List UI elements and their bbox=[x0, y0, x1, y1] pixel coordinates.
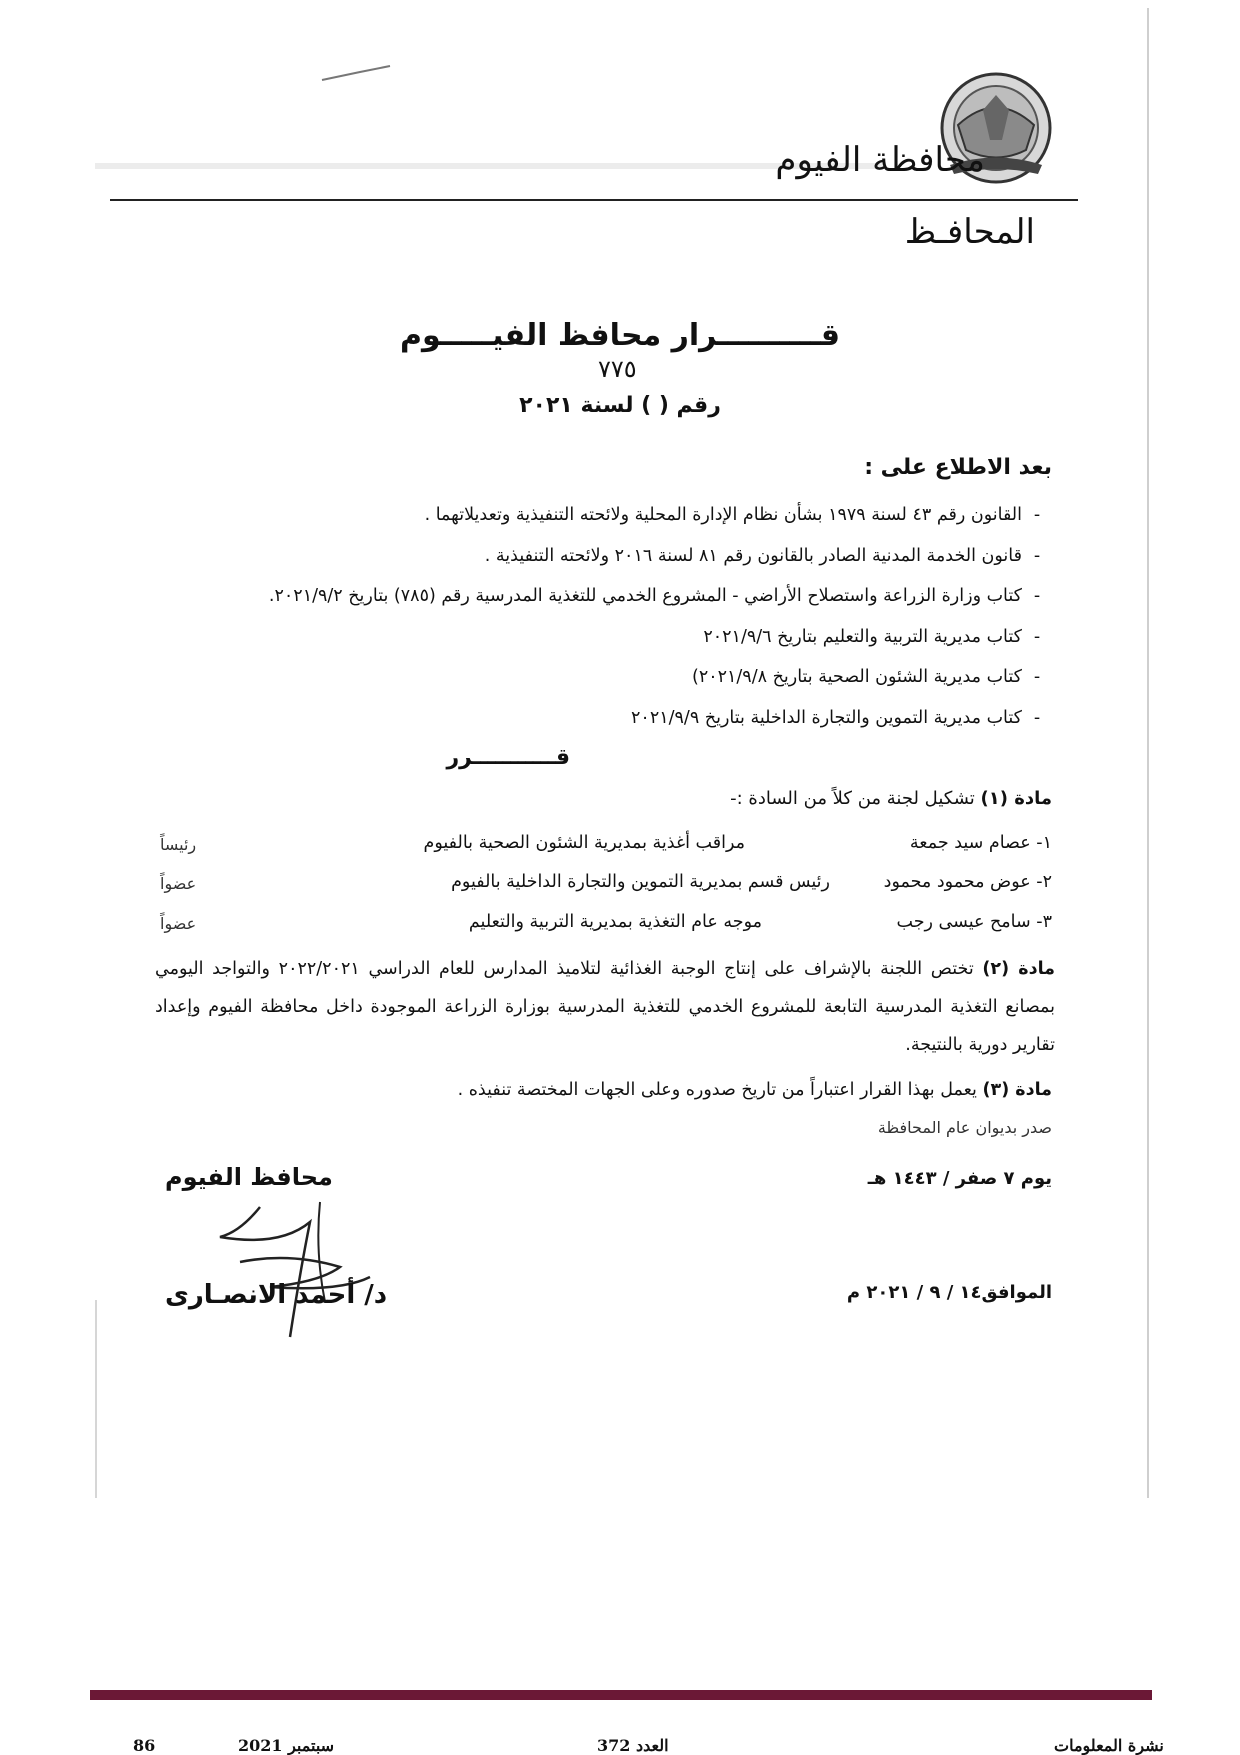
bullet: - bbox=[1033, 667, 1041, 688]
scan-edge bbox=[1147, 8, 1149, 1498]
member-position: موجه عام التغذية بمديرية التربية والتعليم bbox=[468, 912, 762, 932]
article-text: تختص اللجنة بالإشراف على إنتاج الوجبة الغذائية لتلاميذ المدارس للعام الدراسي ٢٠٢٢/٢٠٢١ والتواجد اليومي بمصانع التغذية المدرسية التابعة للمشروع الخدمي للتغذية المدرسية بوزارة الزراعة الموجودة داخل محافظة الفيوم وإعداد تقارير دورية بالنتيجة. bbox=[155, 959, 1055, 1055]
bullet: - bbox=[1033, 545, 1041, 566]
member-name: ١- عصام سيد جمعة bbox=[909, 833, 1052, 853]
bullet: - bbox=[1033, 626, 1041, 647]
member-role: رئيساً bbox=[160, 835, 197, 854]
member-name: ٣- سامح عيسى رجب bbox=[896, 912, 1052, 932]
article-1 bbox=[730, 788, 1052, 809]
footer-bar bbox=[90, 1690, 1152, 1700]
footer-publication: نشرة المعلومات bbox=[1054, 1736, 1164, 1755]
header-divider bbox=[110, 199, 1078, 201]
footer-issue: العدد 372 bbox=[597, 1736, 669, 1755]
reference-item: - كتاب وزارة الزراعة واستصلاح الأراضي - المشروع الخدمي للتغذية المدرسية رقم (٧٨٥) بتاريخ ٢٠٢١/٩/٢. bbox=[152, 576, 1052, 617]
bullet: - bbox=[1033, 505, 1041, 526]
member-role: عضواً bbox=[160, 914, 197, 933]
decree-title: قــــــــــرار محافظ الفيـــــوم bbox=[400, 318, 840, 353]
signatory-title: محافظ الفيوم bbox=[165, 1163, 333, 1191]
member-position: مراقب أغذية بمديرية الشئون الصحية بالفيوم bbox=[423, 833, 745, 853]
reference-item: - كتاب مديرية التربية والتعليم بتاريخ ٢٠٢١/٩/٦ bbox=[152, 617, 1052, 658]
signatory-name: د/ أحمد الانصـارى bbox=[165, 1280, 388, 1310]
scan-edge bbox=[95, 1300, 97, 1498]
gregorian-date: الموافق١٤ / ٩ / ٢٠٢١ م bbox=[846, 1282, 1052, 1303]
preamble-heading: بعد الاطلاع على : bbox=[864, 455, 1052, 480]
page-number: 86 bbox=[133, 1736, 156, 1755]
article-text: تشكيل لجنة من كلاً من السادة :- bbox=[730, 788, 975, 809]
reference-item: - كتاب مديرية الشئون الصحية بتاريخ ٢٠٢١/٩/٨) bbox=[152, 657, 1052, 698]
footer-date: سبتمبر 2021 bbox=[238, 1736, 335, 1755]
reference-item: - القانون رقم ٤٣ لسنة ١٩٧٩ بشأن نظام الإدارة المحلية ولائحته التنفيذية وتعديلاتهما . bbox=[152, 495, 1052, 536]
handwritten-signature bbox=[200, 1192, 390, 1342]
issued-at: صدر بديوان عام المحافظة bbox=[877, 1118, 1052, 1137]
reference-item: - قانون الخدمة المدنية الصادر بالقانون رقم ٨١ لسنة ٢٠١٦ ولائحته التنفيذية . bbox=[152, 536, 1052, 577]
article-label: مادة (٢) bbox=[982, 959, 1056, 979]
member-name: ٢- عوض محمود محمود bbox=[883, 872, 1052, 892]
decree-number-line: رقم ( ) لسنة ٢٠٢١ bbox=[519, 393, 721, 418]
office-title: المحافـظ bbox=[904, 212, 1035, 252]
bullet: - bbox=[1033, 707, 1041, 728]
member-role: عضواً bbox=[160, 874, 197, 893]
header-band bbox=[95, 163, 885, 169]
reference-list bbox=[152, 495, 1052, 738]
article-3 bbox=[458, 1080, 1052, 1100]
decision-heading: قـــــــــــرر bbox=[446, 745, 570, 770]
reference-item: - كتاب مديرية التموين والتجارة الداخلية بتاريخ ٢٠٢١/٩/٩ bbox=[152, 698, 1052, 739]
member-position: رئيس قسم بمديرية التموين والتجارة الداخلية بالفيوم bbox=[451, 872, 830, 892]
article-2 bbox=[155, 950, 1055, 1064]
governorate-name: محافظة الفيوم bbox=[775, 140, 985, 180]
article-label: مادة (٣) bbox=[982, 1080, 1052, 1100]
handwritten-decree-number: ٧٧٥ bbox=[598, 355, 637, 383]
hijri-date: يوم ٧ صفر / ١٤٤٣ هـ bbox=[867, 1168, 1052, 1189]
article-label: مادة (١) bbox=[980, 788, 1052, 809]
article-text: يعمل بهذا القرار اعتباراً من تاريخ صدوره وعلى الجهات المختصة تنفيذه . bbox=[457, 1080, 977, 1100]
bullet: - bbox=[1033, 586, 1041, 607]
pen-mark bbox=[320, 62, 394, 84]
